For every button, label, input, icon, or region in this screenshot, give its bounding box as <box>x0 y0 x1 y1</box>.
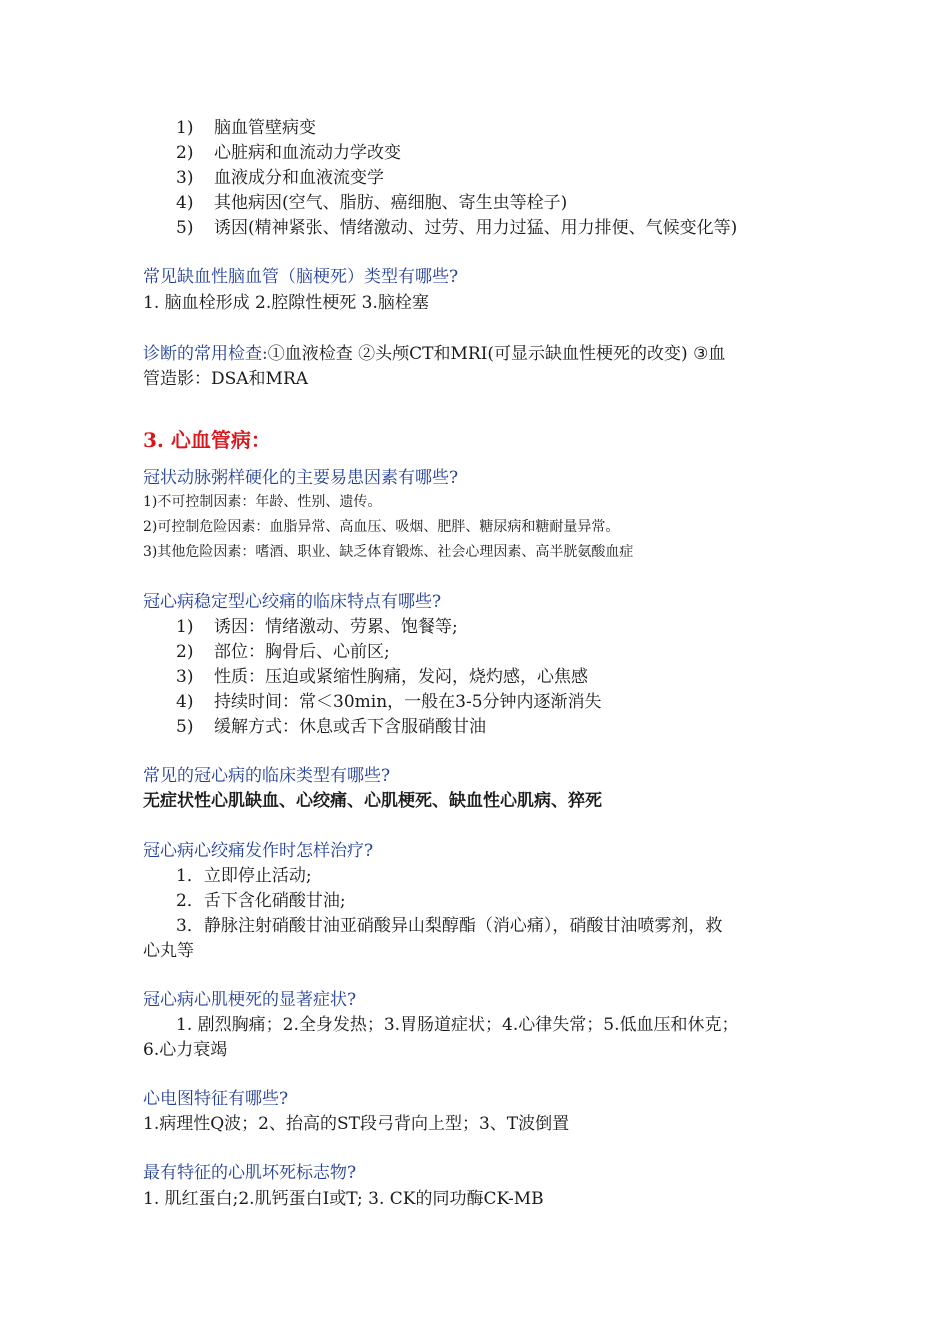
cause-item <box>176 116 316 140</box>
angina-item <box>176 665 588 689</box>
question-risk-factors: 冠状动脉粥样硬化的主要易患因素有哪些? <box>143 468 459 488</box>
question-mi-symptoms: 冠心病心肌梗死的显著症状? <box>143 990 357 1010</box>
list-number: 1) <box>176 118 194 138</box>
list-text: 诱因(精神紧张、情绪激动、过劳、用力过猛、用力排便、气候变化等) <box>214 218 738 238</box>
list-text: 缓解方式：休息或舌下含服硝酸甘油 <box>214 717 486 737</box>
list-number: 5) <box>176 717 194 737</box>
question-stroke-types: 常见缺血性脑血管（脑梗死）类型有哪些? <box>143 267 459 287</box>
list-number: 5) <box>176 218 194 238</box>
section-heading: 3. 心血管病： <box>143 428 271 452</box>
list-text: 血液成分和血液流变学 <box>214 168 384 188</box>
list-text: 其他病因(空气、脂肪、癌细胞、寄生虫等栓子) <box>214 193 568 213</box>
answer-stroke-types: 1. 脑血栓形成 2.腔隙性梗死 3.脑栓塞 <box>143 293 429 313</box>
mi-symptoms-cont: 6.心力衰竭 <box>143 1040 228 1060</box>
cause-item <box>176 141 401 165</box>
list-text: 诱因：情绪激动、劳累、饱餐等; <box>214 617 458 637</box>
list-number: 3) <box>176 168 194 188</box>
risk-item: 2)可控制危险因素：血脂异常、高血压、吸烟、肥胖、糖尿病和糖耐量异常。 <box>143 519 620 535</box>
list-text: 持续时间：常＜30min，一般在3-5分钟内逐渐消失 <box>214 692 602 712</box>
treatment-item: 3．静脉注射硝酸甘油亚硝酸异山梨醇酯（消心痛），硝酸甘油喷雾剂，救 <box>176 916 723 936</box>
diagnosis-text: ①血液检查 ②头颅CT和MRI(可显示缺血性梗死的改变) ③血 <box>267 344 726 364</box>
diagnosis-line-cont: 管造影：DSA和MRA <box>143 369 309 389</box>
treatment-item-cont: 心丸等 <box>143 941 194 961</box>
question-markers: 最有特征的心肌坏死标志物? <box>143 1163 357 1183</box>
cause-item <box>176 216 737 240</box>
angina-item <box>176 640 390 664</box>
treatment-item: 1．立即停止活动; <box>176 866 312 886</box>
question-angina: 冠心病稳定型心绞痛的临床特点有哪些? <box>143 592 442 612</box>
list-number: 4) <box>176 692 194 712</box>
angina-item <box>176 615 458 639</box>
question-ecg: 心电图特征有哪些? <box>143 1089 289 1109</box>
question-chd-types: 常见的冠心病的临床类型有哪些? <box>143 766 391 786</box>
list-number: 3) <box>176 667 194 687</box>
list-number: 4) <box>176 193 194 213</box>
cause-item <box>176 191 567 215</box>
list-number: 2) <box>176 642 194 662</box>
list-text: 部位：胸骨后、心前区; <box>214 642 390 662</box>
cause-item <box>176 166 384 190</box>
diagnosis-line <box>143 342 725 366</box>
angina-item <box>176 690 602 714</box>
answer-markers: 1. 肌红蛋白;2.肌钙蛋白I或T; 3. CK的同功酶CK-MB <box>143 1189 544 1209</box>
list-number: 2) <box>176 143 194 163</box>
list-text: 心脏病和血流动力学改变 <box>214 143 401 163</box>
list-text: 脑血管壁病变 <box>214 118 316 138</box>
risk-item: 3)其他危险因素：嗜酒、职业、缺乏体育锻炼、社会心理因素、高半胱氨酸血症 <box>143 544 634 560</box>
list-text: 性质：压迫或紧缩性胸痛，发闷，烧灼感，心焦感 <box>214 667 588 687</box>
question-treatment: 冠心病心绞痛发作时怎样治疗? <box>143 841 374 861</box>
risk-item: 1)不可控制因素：年龄、性别、遗传。 <box>143 494 382 510</box>
treatment-item: 2．舌下含化硝酸甘油; <box>176 891 346 911</box>
answer-ecg: 1.病理性Q波；2、抬高的ST段弓背向上型；3、T波倒置 <box>143 1114 570 1134</box>
angina-item <box>176 715 486 739</box>
diagnosis-label: 诊断的常用检查: <box>143 344 268 364</box>
answer-chd-types: 无症状性心肌缺血、心绞痛、心肌梗死、缺血性心肌病、猝死 <box>143 791 602 811</box>
mi-symptoms: 1. 剧烈胸痛；2.全身发热；3.胃肠道症状；4.心律失常；5.低血压和休克； <box>176 1015 739 1035</box>
list-number: 1) <box>176 617 194 637</box>
